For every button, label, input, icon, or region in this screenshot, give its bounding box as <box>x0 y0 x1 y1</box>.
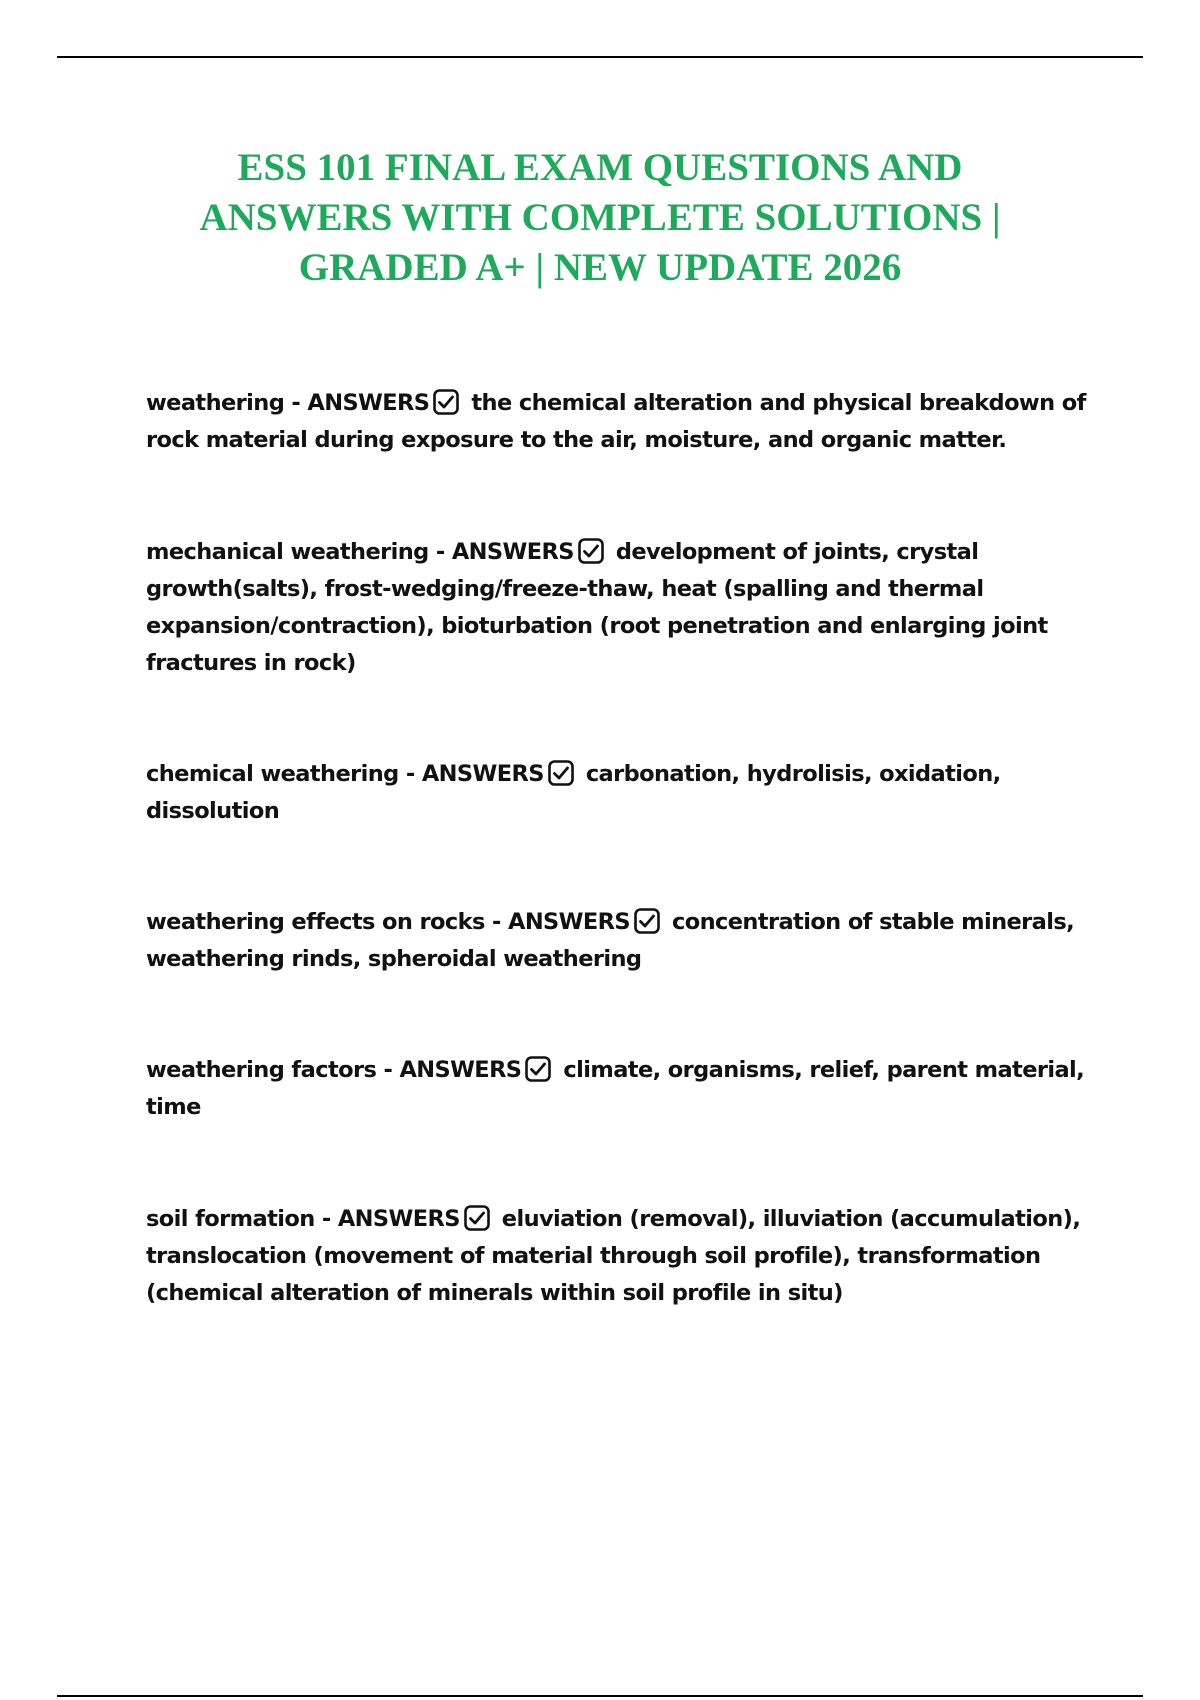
checkbox-checked-icon <box>433 389 459 415</box>
qa-entry <box>146 534 1086 682</box>
term-answer-label: soil formation - ANSWERS <box>146 1206 460 1232</box>
answer-text: climate, organisms, relief, parent material, <box>563 1057 1085 1083</box>
checkbox-checked-icon <box>548 760 574 786</box>
qa-entry <box>146 385 1086 459</box>
qa-first-line <box>146 385 1086 422</box>
checkbox-checked-icon <box>634 908 660 934</box>
qa-entry <box>146 1052 1086 1126</box>
answer-line: rock material during exposure to the air, moisture, and organic matter. <box>146 427 1007 453</box>
answer-line: dissolution <box>146 798 280 824</box>
qa-first-line <box>146 1201 1086 1238</box>
qa-first-line <box>146 904 1086 941</box>
document-title <box>150 143 1050 293</box>
title-line: GRADED A+ | NEW UPDATE 2026 <box>298 246 902 289</box>
term-answer-label: chemical weathering - ANSWERS <box>146 761 544 787</box>
qa-first-line <box>146 534 1086 571</box>
checkbox-checked-icon <box>525 1056 551 1082</box>
answer-line: translocation (movement of material through soil profile), transformation <box>146 1243 1041 1269</box>
title-line: ESS 101 FINAL EXAM QUESTIONS AND <box>237 146 963 189</box>
qa-first-line <box>146 756 1086 793</box>
answer-line: fractures in rock) <box>146 650 356 676</box>
answer-text: development of joints, crystal <box>615 539 979 565</box>
answer-text: the chemical alteration and physical breakdown of <box>471 390 1086 416</box>
term-answer-label: mechanical weathering - ANSWERS <box>146 539 574 565</box>
answer-line: time <box>146 1094 201 1120</box>
top-rule <box>57 56 1143 58</box>
checkbox-checked-icon <box>578 538 604 564</box>
checkbox-checked-icon <box>464 1205 490 1231</box>
title-line: ANSWERS WITH COMPLETE SOLUTIONS | <box>199 196 1001 239</box>
answer-line: (chemical alteration of minerals within soil profile in situ) <box>146 1280 843 1306</box>
qa-entry <box>146 904 1086 978</box>
answer-text: carbonation, hydrolisis, oxidation, <box>585 761 1001 787</box>
answer-text: eluviation (removal), illuviation (accumulation), <box>501 1206 1081 1232</box>
bottom-rule <box>57 1695 1143 1697</box>
answer-line: expansion/contraction), bioturbation (root penetration and enlarging joint <box>146 613 1048 639</box>
answer-line: weathering rinds, spheroidal weathering <box>146 946 642 972</box>
qa-first-line <box>146 1052 1086 1089</box>
term-answer-label: weathering - ANSWERS <box>146 390 430 416</box>
term-answer-label: weathering effects on rocks - ANSWERS <box>146 909 630 935</box>
qa-entry <box>146 756 1086 830</box>
qa-entry <box>146 1201 1086 1312</box>
answer-text: concentration of stable minerals, <box>671 909 1075 935</box>
answer-line: growth(salts), frost-wedging/freeze-thaw, heat (spalling and thermal <box>146 576 984 602</box>
term-answer-label: weathering factors - ANSWERS <box>146 1057 522 1083</box>
